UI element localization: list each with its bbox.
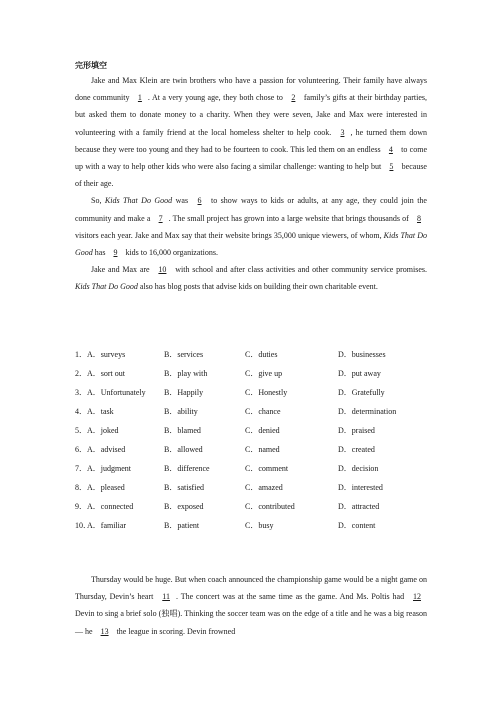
text: Thursday would be huge. But when coach announced the championship game would be a night game on Thursday, Devin’s heart (75, 575, 427, 602)
text: the league in scoring. Devin frowned (114, 626, 236, 636)
option-c: C．Honestly (245, 388, 288, 397)
option-row (75, 521, 435, 540)
paragraph-3 (75, 261, 427, 295)
text: . The small project has grown into a large website that brings thousands of (168, 213, 411, 223)
text: to show ways to kids or adults, at any age, they could join the community and make a (75, 196, 427, 223)
question-number: 7． (75, 464, 87, 473)
option-a: A．task (87, 407, 114, 416)
question-number: 5． (75, 426, 87, 435)
blank-7: 7 (158, 213, 163, 223)
blank-11: 11 (162, 592, 170, 602)
option-row (75, 445, 435, 464)
blank-13: 13 (100, 626, 109, 636)
option-d: D．created (338, 445, 375, 454)
text: kids to 16,000 organizations. (123, 248, 218, 258)
option-b: B．play with (164, 369, 208, 378)
option-row (75, 388, 435, 407)
text: has (92, 248, 108, 258)
option-a: A．surveys (87, 350, 126, 359)
option-d: D．Gratefully (338, 388, 385, 397)
option-a: A．Unfortunately (87, 388, 146, 397)
option-c: C．contributed (245, 502, 295, 511)
text: , he turned them down because they were too young and they had to be fourteen to cook. This led them on an endless (75, 127, 427, 154)
option-b: B．patient (164, 521, 200, 530)
option-d: D．decision (338, 464, 379, 473)
blank-1: 1 (137, 93, 142, 103)
blank-3: 3 (340, 127, 345, 137)
blank-8: 8 (417, 213, 421, 223)
option-b: B．Happily (164, 388, 204, 397)
question-number: 4． (75, 407, 87, 416)
option-c: C．named (245, 445, 280, 454)
text: So, (91, 196, 105, 206)
text: Jake and Max are (91, 265, 153, 275)
option-row (75, 483, 435, 502)
paragraph-1 (75, 72, 427, 192)
question-number: 9． (75, 502, 87, 511)
text: because of their age. (75, 162, 427, 189)
option-b: B．exposed (164, 502, 204, 511)
blank-6: 6 (197, 196, 202, 206)
option-row (75, 426, 435, 445)
option-a: A．connected (87, 502, 134, 511)
blank-9: 9 (113, 248, 118, 258)
text: family’s gifts at their birthday parties, but asked them to donate money to a charity. When they were seven, Jake and Max were interested in volunteering with a family friend at the local homeless shelter to help cook. (75, 93, 428, 137)
option-d: D．interested (338, 483, 383, 492)
option-row (75, 369, 435, 388)
text: Jake and Max Klein are twin brothers who have a passion for volunteering. Their family have always done community (75, 76, 427, 103)
option-c: C．comment (245, 464, 289, 473)
option-d: D．content (338, 521, 376, 530)
option-row (75, 464, 435, 483)
text: . The concert was at the same time as the game. And Ms. Poltis had (175, 592, 407, 602)
passage-two (75, 571, 427, 640)
question-number: 1． (75, 350, 87, 359)
option-a: A．sort out (87, 369, 125, 378)
text: with school and after class activities and other community service promises. (172, 265, 427, 275)
option-c: C．give up (245, 369, 283, 378)
text: also has blog posts that advise kids on building their own charitable event. (137, 282, 378, 292)
option-b: B．difference (164, 464, 210, 473)
option-row (75, 350, 435, 369)
option-c: C．duties (245, 350, 278, 359)
paragraph-2 (75, 192, 427, 261)
option-d: D．put away (338, 369, 381, 378)
question-number: 6． (75, 445, 87, 454)
question-number: 10． (75, 521, 91, 530)
text: visitors each year. Jake and Max say that their website brings 35,000 unique viewers, of whom, (75, 230, 384, 240)
site-title: Kids That Do Good (104, 196, 173, 206)
text: was (172, 196, 192, 206)
blank-10: 10 (158, 265, 167, 275)
option-b: B．allowed (164, 445, 203, 454)
option-a: A．joked (87, 426, 119, 435)
option-c: C．chance (245, 407, 281, 416)
option-b: B．satisfied (164, 483, 204, 492)
option-row (75, 407, 435, 426)
option-d: D．businesses (338, 350, 386, 359)
blank-4: 4 (388, 144, 393, 154)
site-title: Kids That Do Good (75, 230, 427, 258)
option-a: A．judgment (87, 464, 131, 473)
text: to come up with a way to help other kids who were also facing a similar challenge: wanting to help but (75, 144, 427, 172)
option-d: D．praised (338, 426, 375, 435)
option-c: C．busy (245, 521, 274, 530)
question-number: 8． (75, 483, 87, 492)
option-a: A．familiar (87, 521, 127, 530)
option-d: D．determination (338, 407, 397, 416)
blank-2: 2 (291, 93, 296, 103)
passage-one (75, 72, 427, 296)
text: . At a very young age, they both chose to (147, 93, 286, 103)
blank-12: 12 (413, 592, 421, 602)
blank-5: 5 (389, 162, 394, 172)
site-title: Kids That Do Good (75, 282, 138, 292)
section-heading: 完形填空 (75, 61, 107, 70)
option-b: B．ability (164, 407, 198, 416)
option-b: B．services (164, 350, 204, 359)
option-row (75, 502, 435, 521)
option-a: A．advised (87, 445, 126, 454)
option-b: B．blamed (164, 426, 201, 435)
text: Devin to sing a brief solo (独唱). Thinking the soccer team was on the edge of a title and he was a big reason — he (75, 609, 427, 636)
option-a: A．pleased (87, 483, 125, 492)
option-c: C．denied (245, 426, 280, 435)
option-d: D．attracted (338, 502, 380, 511)
answer-options (75, 350, 435, 540)
question-number: 3． (75, 388, 87, 397)
option-c: C．amazed (245, 483, 283, 492)
paragraph-4 (75, 571, 427, 640)
question-number: 2． (75, 369, 87, 378)
